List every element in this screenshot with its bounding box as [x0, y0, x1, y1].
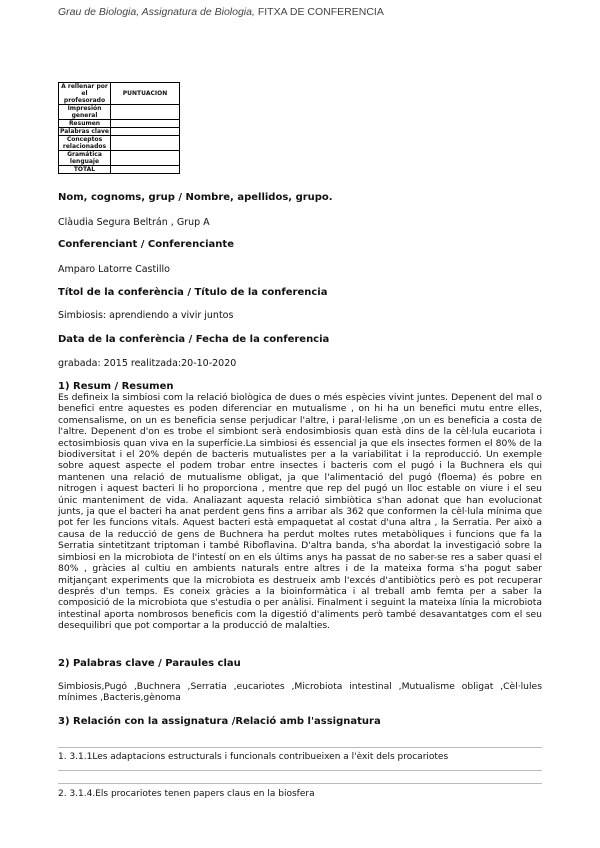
keywords-text: Simbiosis,Pugó ,Buchnera ,Serratia ,eucariotes ,Microbiota intestinal ,Mutualisme obligat ,Cèl·lules mínimes ,Bacteris,gènoma: [58, 681, 542, 703]
score-row: [59, 105, 180, 120]
score-row-value: [111, 105, 180, 120]
title-heading: Títol de la conferència / Título de la conferencia: [58, 287, 328, 298]
speaker-heading: Conferenciant / Conferenciante: [58, 239, 234, 250]
divider: [58, 747, 542, 748]
score-row-label: Conceptos relacionados: [59, 136, 111, 151]
page-header: Grau de Biologia, Assignatura de Biologia, FITXA DE CONFERENCIA: [58, 6, 384, 18]
divider: [58, 783, 542, 784]
score-row: [59, 128, 180, 136]
score-row-label: TOTAL: [59, 166, 111, 174]
score-row: [59, 166, 180, 174]
score-row: [59, 120, 180, 128]
score-table: [58, 82, 180, 174]
score-row-value: [111, 166, 180, 174]
score-row-value: [111, 120, 180, 128]
name-value: Clàudia Segura Beltrán , Grup A: [58, 217, 210, 228]
keywords-heading: 2) Palabras clave / Paraules clau: [58, 658, 241, 669]
summary-text: Es defineix la simbiosi com la relació biològica de dues o més espècies vivint juntes. Depenent del mal o benefici entre aquestes es poden diferenciar en mutualisme , on hi ha un benefici mutu entre elles, comensalisme, on un es beneficia sense perjudicar l'altre, i paral·lelisme ,on un es beneficia a costa de l'altre. Depenent d'on es trobe el simbiont serà endosimbiosis quan està dins de la cèl·lula eucariota i ectosimbiosis quan viva en la superfície.La simbiosi és essencial ja que els insectes formen el 80% de la biodiversitat i el 20% depén de bacteris mutualistes per a la variabilitat i la reproducció. Un exemple sobre aquest aspecte el podem trobar entre insectes i bacteris com el pugó i la Buchnera els qui mantenen una relació de mutualisme obligat, ja que l'alimentació del pugó (floema) és pobre en nitrogen i aquest bacteri li ho proporciona , mentre que rep del pugó un lloc estable on viure i el seu únic manteniment de vida. Analiazant aquesta relació simbiòtica s'han adonat que han evolucionat junts, ja que el bacteri ha anat perdent gens fins a arribar als 362 que conformen la cèl·lula mínima que pot fer les funcions vitals. Aquest bacteri està empaquetat al costat d'una altra , la Serratia. Per això a causa de la reducció de gens de Buchnera ha perdut moltes rutes metabòliques i funcions que fa la Serratia sintetitzant triptoman i també Riboflavina. D'altra banda, s'ha abordat la investigació sobre la simbiosi en la microbiota de l'intestí on en els últims anys ha passat de no saber-se res a saber quasi el 80% , gràcies al cultiu en ambients naturals entre altres i de la mateixa forma s'ha pogut saber mitjançant experiments que la microbiota es destrueix amb l'excés d'antibiòtics però es pot recuperar després d'un temps. Es coneix gràcies a la bioinformàtica i al treball amb femta per a saber la composició de la microbiota que s'estudia o per anàlisi. Finalment i seguint la mateixa línia la microbiota intestinal aporta nombrosos beneficis com la digestió d'aliments però també desavantatges com el seu desequilibri que pot comportar a la producció de malalties.: [58, 392, 542, 632]
score-row-label: Resumen: [59, 120, 111, 128]
score-row-value: [111, 151, 180, 166]
date-heading: Data de la conferència / Fecha de la conferencia: [58, 334, 330, 345]
score-row-value: [111, 136, 180, 151]
speaker-value: Amparo Latorre Castillo: [58, 264, 170, 275]
title-value: Simbiosis: aprendiendo a vivir juntos: [58, 310, 234, 321]
score-row-label: Gramática lenguaje: [59, 151, 111, 166]
divider: [58, 770, 542, 771]
score-row: [59, 136, 180, 151]
score-row-label: Impresión general: [59, 105, 111, 120]
score-row-value: [111, 128, 180, 136]
relation-item: 2. 3.1.4.Els procariotes tenen papers claus en la biosfera: [58, 789, 315, 799]
score-table-header: [59, 83, 180, 105]
relation-item: 1. 3.1.1Les adaptacions estructurals i funcionals contribueixen a l'èxit dels procariotes: [58, 752, 449, 762]
score-head-right: PUNTUACION: [111, 83, 180, 105]
date-value: grabada: 2015 realitzada:20-10-2020: [58, 358, 237, 369]
relation-heading: 3) Relación con la assignatura /Relació amb l'assignatura: [58, 716, 381, 727]
score-row-label: Palabras clave: [60, 128, 109, 135]
name-heading: Nom, cognoms, grup / Nombre, apellidos, grupo.: [58, 192, 333, 203]
summary-heading: 1) Resum / Resumen: [58, 381, 174, 392]
score-row: [59, 151, 180, 166]
score-head-left: A rellenar por el profesorado: [59, 83, 111, 105]
